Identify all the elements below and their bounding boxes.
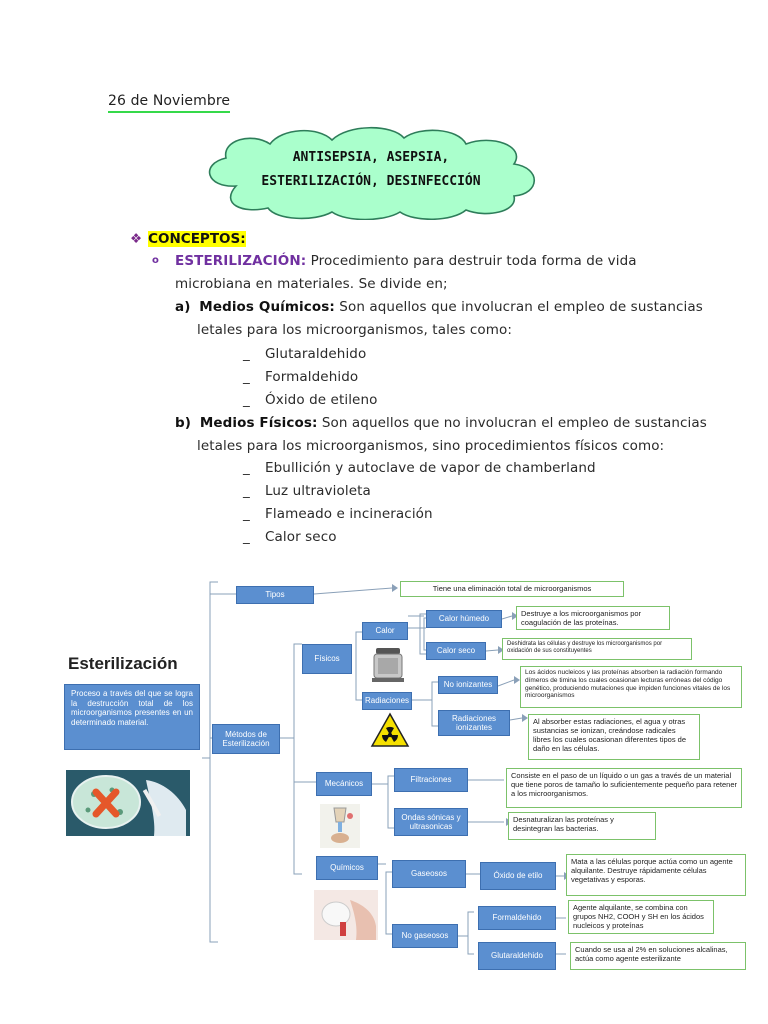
fisicos-dash-2: _ (243, 483, 250, 499)
date-heading: 26 de Noviembre (108, 93, 230, 113)
ionizantes-box: Radiaciones ionizantes (438, 710, 510, 736)
ondas-desc: Desnaturalizan las proteínas y desintegran las bacterias. (508, 812, 656, 840)
fisicos-item-2: Luz ultravioleta (265, 483, 371, 499)
calor-seco-box: Calor seco (426, 642, 486, 660)
no-gaseosos-box: No gaseosos (392, 924, 458, 948)
oxido-desc: Mata a las células porque actúa como un agente alquilante. Destruye rápidamente células vegetativas y esporas. (566, 854, 746, 896)
map-title: Esterilización (68, 654, 178, 673)
quimicos-letter: a) (175, 299, 191, 315)
esterilizacion-term: ESTERILIZACIÓN: (175, 253, 307, 269)
fisicos-item-1: Ebullición y autoclave de vapor de chamberland (265, 460, 596, 476)
filtraciones-desc: Consiste en el paso de un líquido o un gas a través de un material que tiene poros de tamaño lo suficientemente pequeño para retener a los microorganismos. (506, 768, 742, 808)
radiaciones-box: Radiaciones (362, 692, 412, 710)
quimicos-dash-2: _ (243, 369, 250, 385)
fisicos-term: Medios Físicos: (199, 415, 318, 431)
fisicos-item-4: Calor seco (265, 529, 337, 545)
calor-humedo-box: Calor húmedo (426, 610, 502, 628)
calor-humedo-desc: Destruye a los microorganismos por coagulación de las proteínas. (516, 606, 670, 630)
quimicos-dash-3: _ (243, 392, 250, 408)
oxido-box: Óxido de etilo (480, 862, 556, 890)
cloud-title-line2: ESTERILIZACIÓN, DESINFECCIÓN (261, 174, 481, 189)
esterilizacion-line1 (175, 253, 637, 269)
fisicos-text1: Son aquellos que no involucran el empleo de sustancias (317, 415, 707, 431)
no-ionizantes-desc: Los ácidos nucleicos y las proteínas absorben la radiación formando dímeros de timina los cuales ocasionan lecturas erróneas del código genético, produciendo mutaciones que impiden funciones vitales de los microorganismos (520, 666, 742, 708)
diamond-bullet-icon: ❖ (130, 231, 143, 247)
quimicos-term: Medios Químicos: (199, 299, 335, 315)
circle-bullet-icon: o (152, 255, 159, 266)
petri-dish-icon (66, 770, 190, 836)
formaldehido-box: Formaldehido (478, 906, 556, 930)
conceptos-heading (130, 231, 246, 247)
ionizantes-desc: Al absorber estas radiaciones, el agua y otras sustancias se ionizan, creándose radicales libres los cuales ocasionan diferentes tipos de daño en las células. (528, 714, 700, 760)
cloud-title (196, 146, 546, 194)
fisicos-line1 (175, 415, 707, 431)
metodos-box: Métodos de Esterilización (212, 724, 280, 754)
filtraciones-box: Filtraciones (394, 768, 468, 792)
fisicos-line2: letales para los microorganismos, sino procedimientos físicos como: (197, 438, 665, 454)
quimicos-line2: letales para los microorganismos, tales como: (197, 322, 512, 338)
formaldehido-desc: Agente alquilante, se combina con grupos NH2, COOH y SH en los ácidos nucleicos y proteínas (568, 900, 714, 934)
concept-map (62, 578, 752, 978)
fisicos-box: Físicos (302, 644, 352, 674)
quimicos-text1: Son aquellos que involucran el empleo de sustancias (334, 299, 703, 315)
glutaraldehido-desc: Cuando se usa al 2% en soluciones alcalinas, actúa como agente esterilizante (570, 942, 746, 970)
quimicos-item-3: Óxido de etileno (265, 392, 378, 408)
quimicos-box: Químicos (316, 856, 378, 880)
no-ionizantes-box: No ionizantes (438, 676, 498, 694)
chemistry-lab-icon (314, 890, 378, 940)
title-cloud (196, 124, 546, 220)
tipos-desc: Tiene una eliminación total de microorganismos (400, 581, 624, 597)
esterilizacion-line2: microbiana en materiales. Se divide en; (175, 276, 448, 292)
radiation-icon (370, 712, 410, 748)
ondas-box: Ondas sónicas y ultrasonicas (394, 808, 468, 836)
fisicos-letter: b) (175, 415, 192, 431)
mecanicos-box: Mecánicos (316, 772, 372, 796)
cloud-title-line1: ANTISEPSIA, ASEPSIA, (292, 150, 450, 165)
quimicos-item-2: Formaldehido (265, 369, 359, 385)
map-definition: Proceso a través del que se logra la destrucción total de los microorganismos presentes en un determinado material. (64, 684, 200, 750)
quimicos-dash-1: _ (243, 346, 250, 362)
calor-box: Calor (362, 622, 408, 640)
calor-seco-desc: Deshidrata las células y destruye los microorganismos por oxidación de sus constituyentes (502, 638, 692, 660)
glutaraldehido-box: Glutaraldehido (478, 942, 556, 970)
filtration-lab-icon (320, 804, 360, 848)
fisicos-dash-3: _ (243, 506, 250, 522)
esterilizacion-text1: Procedimiento para destruir toda forma de vida (306, 253, 637, 269)
fisicos-dash-4: _ (243, 529, 250, 545)
tipos-box: Tipos (236, 586, 314, 604)
fisicos-item-3: Flameado e incineración (265, 506, 433, 522)
quimicos-item-1: Glutaraldehido (265, 346, 367, 362)
autoclave-icon (366, 642, 410, 686)
quimicos-line1 (175, 299, 703, 315)
conceptos-label: CONCEPTOS: (148, 231, 246, 247)
gaseosos-box: Gaseosos (392, 860, 466, 888)
fisicos-dash-1: _ (243, 460, 250, 476)
